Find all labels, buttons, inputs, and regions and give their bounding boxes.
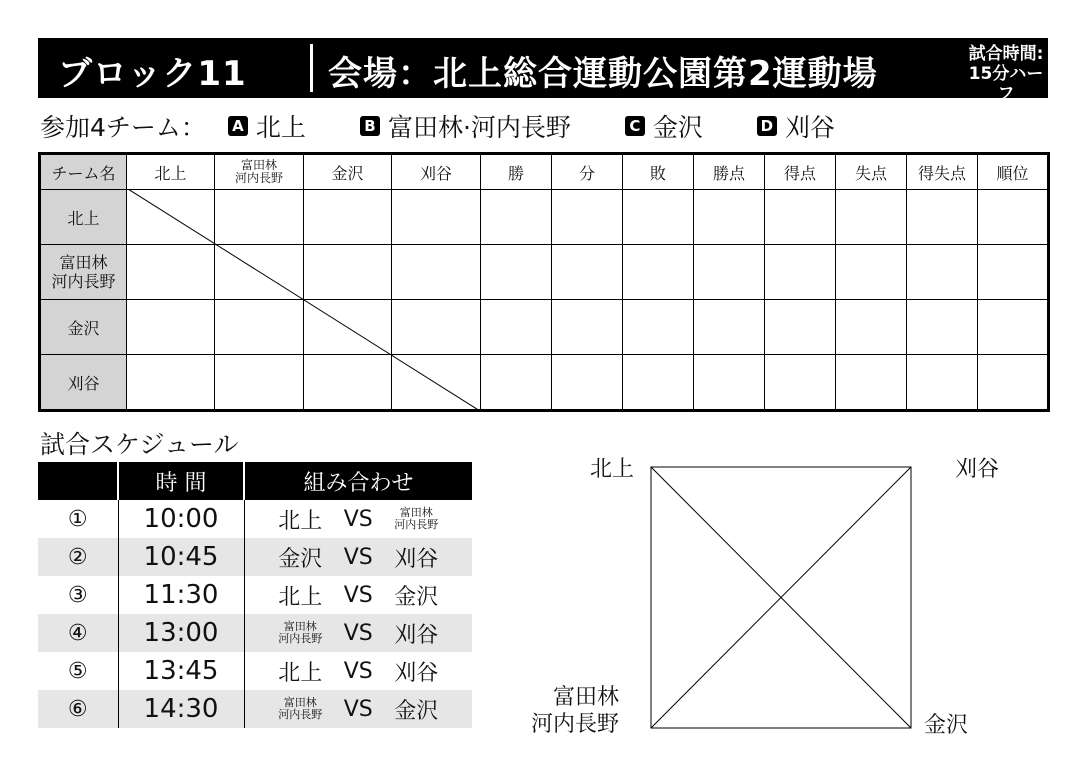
matchup <box>244 690 472 728</box>
venue-title: 会場：北上総合運動公園第2運動場 <box>328 54 878 94</box>
stat-cell <box>978 300 1049 355</box>
match-number: ⑥ <box>38 690 118 728</box>
col-team-2 <box>215 154 304 190</box>
col-rank: 順位 <box>978 154 1049 190</box>
matchup <box>244 500 472 538</box>
stat-cell <box>552 245 623 300</box>
schedule-row <box>38 576 472 614</box>
stat-cell <box>623 355 694 411</box>
stat-cell <box>765 300 836 355</box>
self-match-diagonal <box>128 189 480 411</box>
header-bar <box>38 38 1048 104</box>
block-title: ブロック11 <box>58 54 247 94</box>
matchup <box>244 576 472 614</box>
match-number: ② <box>38 538 118 576</box>
home-team: 北上 <box>278 660 323 686</box>
match-duration-label: 試合時間: <box>968 44 1044 64</box>
col-match: 組み合わせ <box>244 462 472 500</box>
stat-cell <box>765 355 836 411</box>
stat-cell <box>481 300 552 355</box>
team-letter-badge: C <box>625 116 645 136</box>
match-duration-value: 15分ハーフ <box>968 64 1044 104</box>
col-goals-for: 得点 <box>765 154 836 190</box>
team-a <box>214 108 306 144</box>
stat-cell <box>836 355 907 411</box>
away-team: 刈谷 <box>394 660 439 686</box>
stat-cell <box>907 245 978 300</box>
home-team-line2: 河内長野 <box>278 632 323 645</box>
col-team-2-line1: 富田林 <box>240 158 277 172</box>
col-team-1: 北上 <box>127 154 215 190</box>
stat-cell <box>694 245 765 300</box>
schedule-row <box>38 538 472 576</box>
schedule-row <box>38 500 472 538</box>
team-name: 金沢 <box>652 113 703 142</box>
vs-label: VS <box>343 544 373 570</box>
col-goals-against: 失点 <box>836 154 907 190</box>
stat-cell <box>836 245 907 300</box>
home-team-line1: 富田林 <box>283 620 317 633</box>
team-name: 刈谷 <box>784 113 835 142</box>
stat-cell <box>907 300 978 355</box>
team-letter-badge: A <box>228 116 248 136</box>
standings-header-row <box>40 154 1049 190</box>
stat-cell <box>481 355 552 411</box>
stat-cell <box>552 355 623 411</box>
stat-cell <box>694 190 765 245</box>
stat-cell <box>552 190 623 245</box>
stat-cell <box>907 355 978 411</box>
schedule-table <box>38 462 472 728</box>
home-team-line2: 河内長野 <box>278 708 323 721</box>
stat-cell <box>907 190 978 245</box>
diagram-team-top-right: 刈谷 <box>955 457 1000 482</box>
stat-cell <box>694 300 765 355</box>
row-team-name-line2: 河内長野 <box>51 272 116 291</box>
stat-cell <box>765 190 836 245</box>
match-duration <box>966 44 1046 104</box>
stat-cell <box>623 300 694 355</box>
match-time: 13:45 <box>118 652 244 690</box>
away-team <box>388 507 444 531</box>
home-team: 金沢 <box>278 546 323 572</box>
col-time: 時 間 <box>118 462 244 500</box>
team-name: 北上 <box>255 113 306 142</box>
schedule-header-row <box>38 462 472 500</box>
vs-label: VS <box>343 582 373 608</box>
home-team: 北上 <box>278 508 323 534</box>
stat-cell <box>836 190 907 245</box>
home-team <box>272 697 328 721</box>
match-time: 10:45 <box>118 538 244 576</box>
col-losses: 敗 <box>623 154 694 190</box>
col-wins: 勝 <box>481 154 552 190</box>
vs-label: VS <box>343 696 373 722</box>
schedule-row <box>38 690 472 728</box>
participants-label: 参加4チーム： <box>40 113 206 142</box>
col-draws: 分 <box>552 154 623 190</box>
matchup <box>244 652 472 690</box>
matchup <box>244 614 472 652</box>
away-team: 刈谷 <box>394 622 439 648</box>
row-team-name: 金沢 <box>40 300 127 355</box>
schedule-row <box>38 652 472 690</box>
stat-cell <box>552 300 623 355</box>
schedule-row <box>38 614 472 652</box>
stat-cell <box>623 245 694 300</box>
row-team-name <box>40 245 127 300</box>
team-name: 富田林·河内長野 <box>387 113 571 142</box>
away-team-line2: 河内長野 <box>394 518 439 531</box>
col-points: 勝点 <box>694 154 765 190</box>
matchup-diagram <box>650 466 912 729</box>
team-letter-badge: D <box>757 116 777 136</box>
vs-label: VS <box>343 620 373 646</box>
away-team: 刈谷 <box>394 546 439 572</box>
row-team-name: 刈谷 <box>40 355 127 411</box>
diagram-team-bottom-right: 金沢 <box>924 713 969 738</box>
home-team <box>272 621 328 645</box>
vs-label: VS <box>343 658 373 684</box>
row-team-name-line1: 富田林 <box>59 253 108 272</box>
match-time: 14:30 <box>118 690 244 728</box>
schedule-title: 試合スケジュール <box>40 430 239 459</box>
team-c <box>611 108 703 144</box>
stat-cell <box>765 245 836 300</box>
team-letter-badge: B <box>360 116 380 136</box>
row-team-name: 北上 <box>40 190 127 245</box>
stat-cell <box>623 190 694 245</box>
away-team: 金沢 <box>394 698 439 724</box>
away-team-line1: 富田林 <box>399 506 433 519</box>
stat-cell <box>836 300 907 355</box>
stat-cell <box>481 245 552 300</box>
team-b <box>346 108 571 144</box>
diagram-team-bottom-left <box>531 684 619 738</box>
away-team: 金沢 <box>394 584 439 610</box>
match-time: 10:00 <box>118 500 244 538</box>
col-goal-diff: 得失点 <box>907 154 978 190</box>
match-time: 13:00 <box>118 614 244 652</box>
home-team: 北上 <box>278 584 323 610</box>
stat-cell <box>978 190 1049 245</box>
vs-label: VS <box>343 506 373 532</box>
match-number: ⑤ <box>67 658 88 684</box>
matchup <box>244 538 472 576</box>
match-number: ④ <box>38 614 118 652</box>
participants-line <box>40 108 875 144</box>
col-team-3: 金沢 <box>304 154 392 190</box>
stat-cell <box>978 355 1049 411</box>
team-d <box>743 108 835 144</box>
col-team: チーム名 <box>40 154 127 190</box>
diagram-team-bottom-left-line1: 富田林 <box>553 685 620 710</box>
col-team-2-line2: 河内長野 <box>234 171 283 185</box>
header-divider <box>310 44 313 92</box>
stat-cell <box>481 190 552 245</box>
diagram-team-top-left: 北上 <box>590 457 635 482</box>
col-team-4: 刈谷 <box>392 154 481 190</box>
match-number: ③ <box>67 582 88 608</box>
match-time: 11:30 <box>118 576 244 614</box>
stat-cell <box>694 355 765 411</box>
stat-cell <box>978 245 1049 300</box>
diagram-team-bottom-left-line2: 河内長野 <box>531 712 620 737</box>
col-no <box>38 462 118 500</box>
home-team-line1: 富田林 <box>283 696 317 709</box>
match-number: ① <box>67 506 88 532</box>
